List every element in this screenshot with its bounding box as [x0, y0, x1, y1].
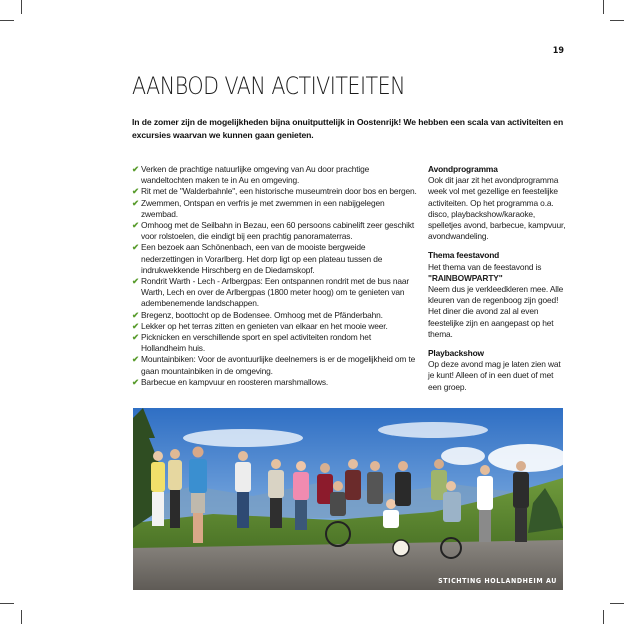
activity-item: [132, 220, 418, 242]
page-number: 19: [552, 46, 564, 56]
activity-text: Mountainbiken: Voor de avontuurlijke deelnemers is er de mogelijkheid om te gaan mountainbiken in de omgeving.: [141, 354, 416, 376]
activity-text: Bregenz, boottocht op de Bodensee. Omhoog met de Pfänderbahn.: [141, 309, 383, 320]
check-icon: ✔: [132, 332, 139, 343]
activity-item: [132, 198, 418, 220]
activity-item: [132, 332, 418, 354]
check-icon: ✔: [132, 354, 139, 365]
group-photo-illustration: [133, 408, 563, 590]
check-icon: ✔: [132, 320, 139, 331]
activity-text: Zwemmen, Ontspan en verfris je met zwemmen in een nabijgelegen zwembad.: [141, 197, 385, 219]
activity-text: Lekker op het terras zitten en genieten van elkaar en het mooie weer.: [141, 320, 388, 331]
activity-text: Rit met de "Walderbahnle", een historische museumtrein door bos en bergen.: [141, 186, 417, 197]
group-photo: [133, 408, 563, 590]
check-icon: ✔: [132, 376, 139, 387]
crop-mark: [610, 603, 624, 604]
activity-item: [132, 186, 418, 197]
activity-item: [132, 310, 418, 321]
check-icon: ✔: [132, 197, 139, 208]
activity-text: Verken de prachtige natuurlijke omgeving van Au door prachtige wandeltochten maken te in Au en omgeving.: [141, 164, 370, 186]
photo-credit: STICHTING HOLLANDHEIM AU: [438, 577, 557, 585]
feestavond-text: Neem dus je verkleedkleren mee. Alle kleuren van de regenboog zijn goed! Het diner die avond zal al even feestelijke zijn en aangepast op het thema.: [428, 284, 564, 339]
check-icon: ✔: [132, 276, 139, 287]
sidebar: [428, 164, 568, 401]
activity-text: Omhoog met de Seilbahn in Bezau, een 60 persoons cabinelift zeer geschikt voor rolstoelen, die eindigt bij een prachtig panoramaterras.: [141, 220, 415, 242]
crop-mark: [21, 610, 22, 624]
page-title: AANBOD VAN ACTIVITEITEN: [132, 72, 406, 100]
crop-mark: [610, 20, 624, 21]
activity-text: Picknicken en verschillende sport en spel activiteiten rondom het Hollandheim huis.: [141, 332, 371, 354]
activity-item: [132, 242, 418, 276]
activity-item: [132, 164, 418, 186]
check-icon: ✔: [132, 186, 139, 197]
avondprogramma-heading: Avondprogramma: [428, 164, 498, 174]
playbackshow-heading: Playbackshow: [428, 348, 484, 359]
activity-item: [132, 276, 418, 310]
activity-text: Een bezoek aan Schönenbach, een van de mooiste bergweide nederzettingen in Vorarlberg. Het dorp ligt op een plateau tussen de indrukwekkende Hirschberg en de Diedamskopf.: [141, 242, 383, 275]
activity-item: [132, 377, 418, 388]
feestavond-intro: Het thema van de feestavond is: [428, 261, 542, 272]
feestavond-heading: Thema feestavond: [428, 250, 500, 261]
check-icon: ✔: [132, 220, 139, 231]
activity-text: Barbecue en kampvuur en roosteren marshmallows.: [141, 376, 329, 387]
intro-text: In de zomer zijn de mogelijkheden bijna onuitputtelijk in Oostenrijk! We hebben een scala van activiteiten en excursies waarvan we kunnen gaan genieten.: [132, 117, 564, 140]
crop-mark: [21, 0, 22, 14]
avondprogramma-text: Ook dit jaar zit het avondprogramma week vol met gezellige en feestelijke activiteiten. Op het programma o.a. disco, playbackshow/karaoke, spelletjes avond, barbecue, kampvuur, avondwandeling.: [428, 175, 566, 242]
activity-item: [132, 354, 418, 376]
feestavond-paragraph: [428, 262, 568, 340]
check-icon: ✔: [132, 309, 139, 320]
crop-mark: [603, 610, 604, 624]
activity-text: Rondrit Warth - Lech - Arlbergpas: Een ontspannen rondrit met de bus naar Warth, Lech en over de Arlbergpas (1800 meter hoog) om te genieten van adembenemende landschappen.: [141, 276, 410, 309]
crop-mark: [603, 0, 604, 14]
playbackshow-text: Op deze avond mag je laten zien wat je kunt! Alleen of in een duet of met een groep.: [428, 359, 561, 392]
check-icon: ✔: [132, 242, 139, 253]
activities-list: [132, 164, 418, 388]
crop-mark: [0, 20, 14, 21]
feestavond-theme: "RAINBOWPARTY": [428, 272, 503, 283]
check-icon: ✔: [132, 164, 139, 174]
activity-item: [132, 321, 418, 332]
crop-mark: [0, 603, 14, 604]
